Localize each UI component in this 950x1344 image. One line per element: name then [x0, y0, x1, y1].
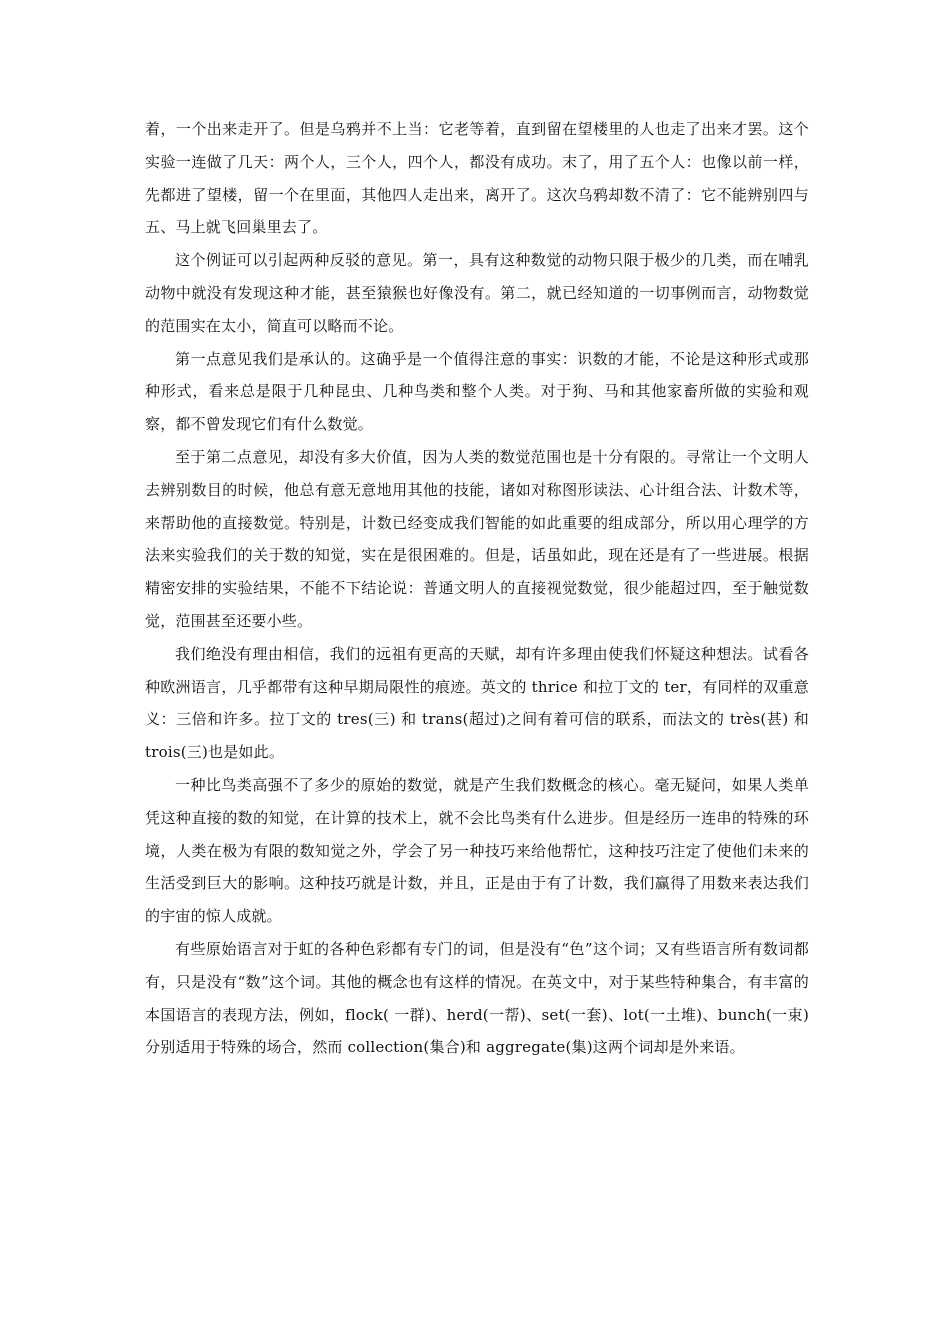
paragraph-second-objection: 至于第二点意见，却没有多大价值，因为人类的数觉范围也是十分有限的。寻常让一个文明人去辨别数目的时候，他总有意无意地用其他的技能，诸如对称图形读法、心计组合法、计数术等，来帮助他的直接数觉。特别是，计数已经变成我们智能的如此重要的组成部分，所以用心理学的方法来实验我们的关于数的知觉，实在是很困难的。但是，话虽如此，现在还是有了一些进展。根据精密安排的实验结果，不能不下结论说：普通文明人的直接视觉数觉，很少能超过四，至于触觉数觉，范围甚至还要小些。	[145, 447, 809, 630]
paragraph-crow-experiment: 着，一个出来走开了。但是乌鸦并不上当：它老等着，直到留在望楼里的人也走了出来才罢。这个实验一连做了几天：两个人，三个人，四个人，都没有成功。末了，用了五个人：也像以前一样，先都进了望楼，留一个在里面，其他四人走出来，离开了。这次乌鸦却数不清了：它不能辨别四与五、马上就飞回巢里去了。	[145, 120, 809, 237]
paragraph-ancestors-language: 我们绝没有理由相信，我们的远祖有更高的天赋，却有许多理由使我们怀疑这种想法。试看各种欧洲语言，几乎都带有这种早期局限性的痕迹。英文的 thrice 和拉丁文的 ter，有同样的双重意义：三倍和许多。拉丁文的 tres(三) 和 trans(超过)之间有着可信的联系，而法文的 très(甚) 和 trois(三)也是如此。	[145, 644, 809, 762]
paragraph-number-sense-core: 一种比鸟类高强不了多少的原始的数觉，就是产生我们数概念的核心。毫无疑问，如果人类单凭这种直接的数的知觉，在计算的技术上，就不会比鸟类有什么进步。但是经历一连串的特殊的环境，人类在极为有限的数知觉之外，学会了另一种技巧来给他帮忙，这种技巧注定了使他们未来的生活受到巨大的影响。这种技巧就是计数，并且，正是由于有了计数，我们赢得了用数来表达我们的宇宙的惊人成就。	[145, 775, 809, 926]
document-page	[145, 113, 809, 1064]
paragraph-primitive-languages: 有些原始语言对于虹的各种色彩都有专门的词，但是没有“色”这个词；又有些语言所有数词都有，只是没有“数”这个词。其他的概念也有这样的情况。在英文中，对于某些特种集合，有丰富的本国语言的表现方法，例如，flock( 一群)、herd(一帮)、set(一套)、lot(一土堆)、bunch(一束)分别适用于特殊的场合，然而 collection(集合)和 aggregate(集)这两个词却是外来语。	[145, 939, 809, 1057]
paragraph-objections: 这个例证可以引起两种反驳的意见。第一，具有这种数觉的动物只限于极少的几类，而在哺乳动物中就没有发现这种才能，甚至猿猴也好像没有。第二，就已经知道的一切事例而言，动物数觉的范围实在太小，简直可以略而不论。	[145, 251, 809, 335]
paragraph-first-objection: 第一点意见我们是承认的。这确乎是一个值得注意的事实：识数的才能，不论是这种形式或那种形式，看来总是限于几种昆虫、几种鸟类和整个人类。对于狗、马和其他家畜所做的实验和观察，都不曾发现它们有什么数觉。	[145, 349, 809, 434]
